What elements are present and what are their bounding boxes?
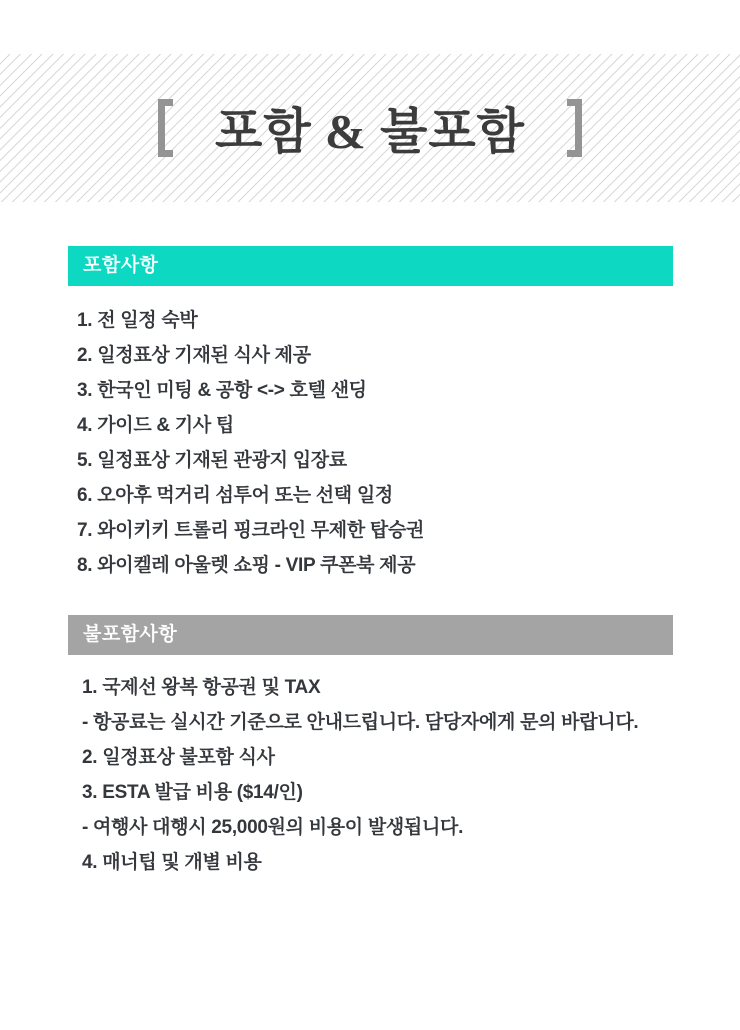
excluded-item-1: 1. 국제선 왕복 항공권 및 TAX xyxy=(82,677,321,698)
excluded-item-3-note: - 여행사 대행시 25,000원의 비용이 발생됩니다. xyxy=(82,817,464,838)
excluded-item-3: 3. ESTA 발급 비용 ($14/인) xyxy=(82,782,303,803)
included-item-1: 1. 전 일정 숙박 xyxy=(77,310,198,331)
included-list xyxy=(77,303,424,583)
excluded-item-1-note: - 항공료는 실시간 기준으로 안내드립니다. 담당자에게 문의 바랍니다. xyxy=(82,712,639,733)
included-item-5: 5. 일정표상 기재된 관광지 입장료 xyxy=(77,450,347,471)
title-banner xyxy=(0,54,740,202)
included-item-4: 4. 가이드 & 기사 팁 xyxy=(77,415,234,436)
excluded-item-4: 4. 매너팁 및 개별 비용 xyxy=(82,852,262,873)
included-section-header: 포함사항 xyxy=(68,246,673,286)
included-item-6: 6. 오아후 먹거리 섬투어 또는 선택 일정 xyxy=(77,485,393,506)
page-title: 포함 & 불포함 xyxy=(215,104,525,159)
excluded-section-header: 불포함사항 xyxy=(68,615,673,655)
excluded-list xyxy=(82,670,638,880)
right-bracket-icon xyxy=(567,99,582,157)
included-item-2: 2. 일정표상 기재된 식사 제공 xyxy=(77,345,311,366)
left-bracket-icon xyxy=(158,99,173,157)
banner-title-row xyxy=(158,93,582,163)
excluded-item-2: 2. 일정표상 불포함 식사 xyxy=(82,747,275,768)
included-item-8: 8. 와이켈레 아울렛 쇼핑 - VIP 쿠폰북 제공 xyxy=(77,555,416,576)
included-item-3: 3. 한국인 미팅 & 공항 <-> 호텔 샌딩 xyxy=(77,380,367,401)
included-item-7: 7. 와이키키 트롤리 핑크라인 무제한 탑승권 xyxy=(77,520,425,541)
